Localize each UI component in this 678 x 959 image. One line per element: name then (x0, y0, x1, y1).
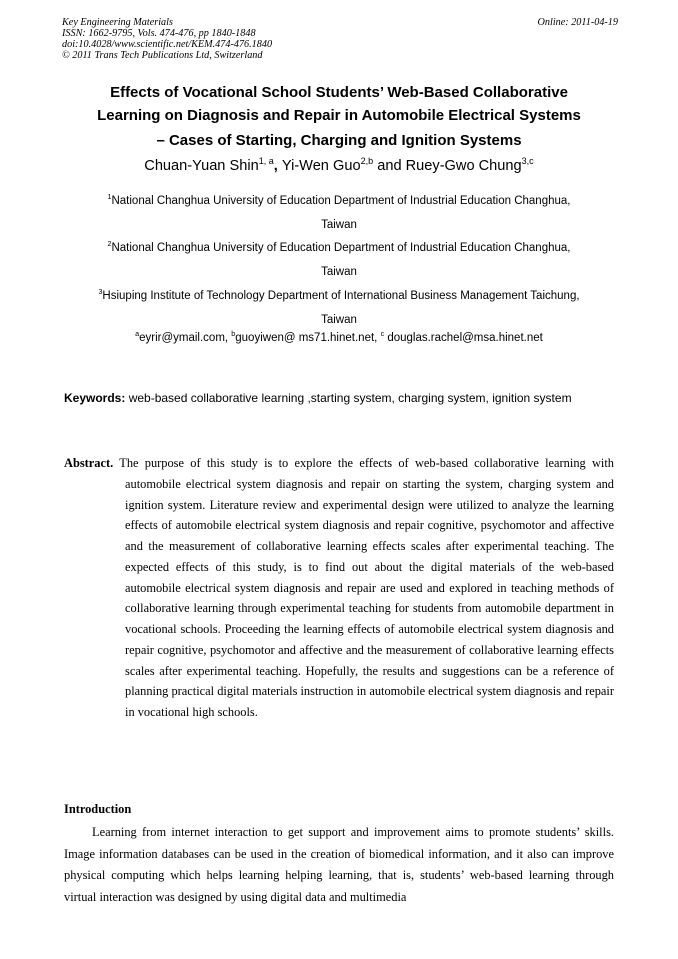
keywords (64, 390, 572, 406)
email-b: guoyiwen@ ms71.hinet.net, (235, 332, 381, 344)
introduction-heading: Introduction (64, 802, 132, 816)
author-3: Ruey-Gwo Chung (405, 158, 522, 174)
affiliation-3 (40, 284, 638, 332)
author-2: Yi-Wen Guo (281, 158, 361, 174)
author-1: Chuan-Yuan Shin (144, 158, 259, 174)
affiliation-country: Taiwan (321, 314, 357, 326)
paper-title-line-1: Effects of Vocational School Students’ Web-Based Collaborative (110, 84, 568, 101)
abstract (64, 453, 614, 723)
author-3-affil: 3,c (521, 156, 534, 167)
email-list (40, 326, 638, 350)
author-separator: and (373, 158, 406, 174)
email-marker: b (231, 330, 236, 339)
affiliation-marker: 1 (107, 193, 112, 202)
author-1-affil: 1, a (258, 156, 274, 167)
keywords-label: Keywords: (64, 391, 126, 405)
author-2-affil: 2,b (360, 156, 374, 167)
email-a: eyrir@ymail.com, (139, 332, 232, 344)
paper-title-line-3: – Cases of Starting, Charging and Ignition Systems (156, 132, 522, 149)
author-separator: , (273, 158, 282, 174)
doi-line: doi:10.4028/www.scientific.net/KEM.474-476.1840 (62, 39, 273, 50)
affiliation-country: Taiwan (321, 219, 357, 231)
online-date: Online: 2011-04-19 (537, 17, 618, 28)
affiliation-marker: 3 (98, 288, 103, 297)
email-marker: a (135, 330, 140, 339)
journal-name: Key Engineering Materials (62, 17, 173, 28)
issn-line: ISSN: 1662-9795, Vols. 474-476, pp 1840-1848 (62, 28, 256, 39)
journal-header (62, 17, 272, 61)
affiliation-country: Taiwan (321, 266, 357, 278)
keywords-text: web-based collaborative learning ,starting system, charging system, ignition system (125, 391, 572, 405)
copyright-line: © 2011 Trans Tech Publications Ltd, Switzerland (62, 50, 263, 61)
affiliation-text: Hsiuping Institute of Technology Department of International Business Management Taichung, (102, 290, 580, 302)
paper-title-line-2: Learning on Diagnosis and Repair in Automobile Electrical Systems (97, 107, 581, 124)
abstract-label: Abstract. (64, 456, 114, 470)
affiliation-marker: 2 (107, 240, 112, 249)
affiliation-text: National Changhua University of Education Department of Industrial Education Changhua, (111, 195, 571, 207)
author-list (40, 156, 638, 176)
affiliation-text: National Changhua University of Education Department of Industrial Education Changhua, (111, 242, 571, 254)
affiliation-1 (40, 189, 638, 237)
introduction-paragraph: Learning from internet interaction to get support and improvement aims to promote students’ skills. Image information databases can be used in the creation of biomedical information, and it also can improve physical computing which helps learning helping learning, that is, students’ web-based learning through virtual interaction was designed by using digital data and multimedia (64, 825, 614, 904)
email-c: douglas.rachel@msa.hinet.net (384, 332, 543, 344)
affiliation-2 (40, 236, 638, 284)
abstract-text: The purpose of this study is to explore the effects of web-based collaborative learning with automobile electrical system diagnosis and repair on starting the system, charging system and ignition system. Literature review and experimental design were utilized to analyze the learning effects of automobile electrical system diagnosis and repair cognitive, psychomotor and affective and the measurement of collaborative learning effects scales after experimental teaching. The expected effects of this study, is to find out about the digital materials of the web-based automobile electrical system diagnosis and repair are used and explored in teaching methods of collaborative learning through experimental teaching for students from automobile department in vocational schools. Proceeding the learning effects of automobile electrical system diagnosis and repair cognitive, psychomotor and affective and the measurement of collaborative learning effects scales after experimental teaching. Hopefully, the results and suggestions can be a reference of planning practical digital materials instruction in automobile electrical system diagnosis and repair in vocational high schools. (113, 456, 614, 719)
email-marker: c (380, 330, 385, 339)
